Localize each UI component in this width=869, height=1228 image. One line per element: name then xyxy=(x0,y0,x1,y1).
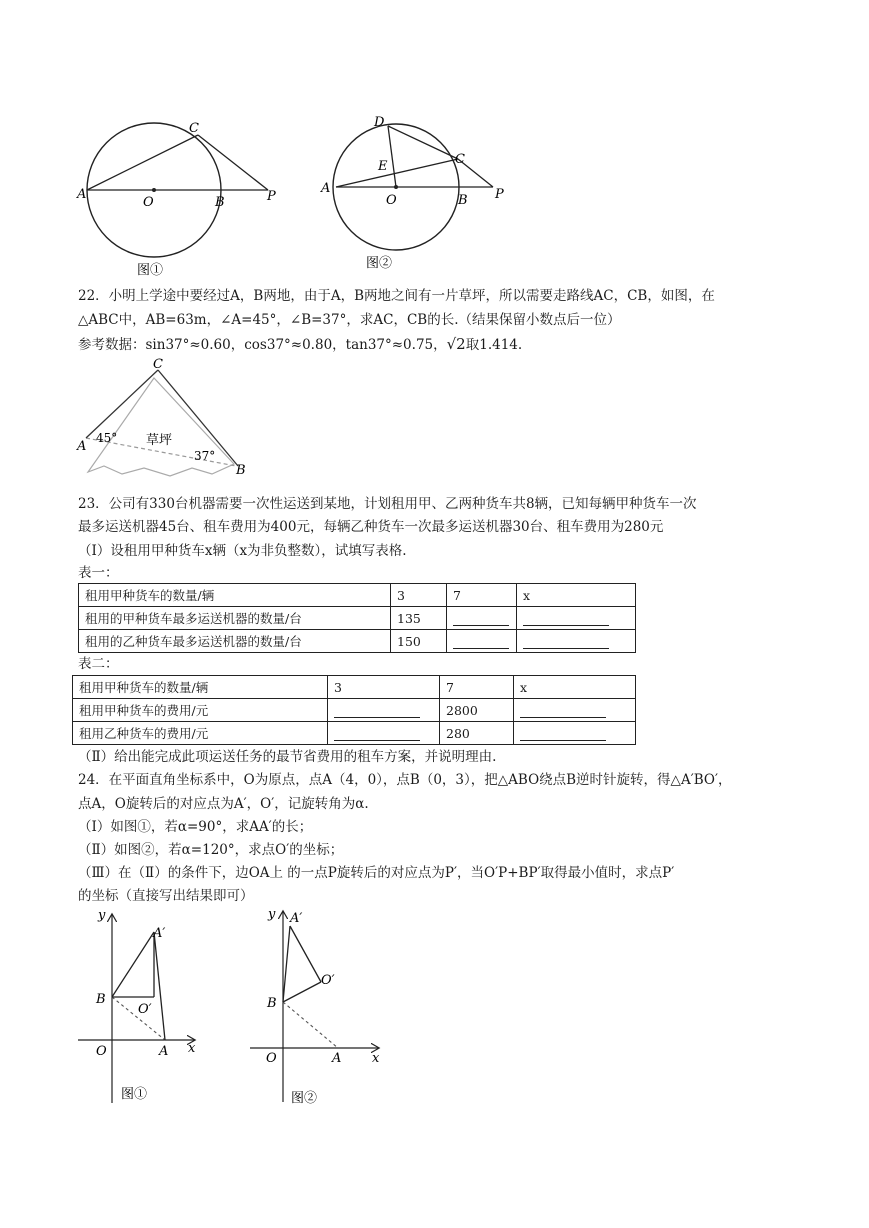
blank-cell[interactable] xyxy=(514,699,636,722)
label-C: C xyxy=(189,121,199,136)
answer-blank[interactable] xyxy=(523,613,609,626)
label-O: O xyxy=(143,195,154,210)
answer-blank[interactable] xyxy=(334,705,420,718)
q24-part-3b: 的坐标（直接写出结果即可） xyxy=(78,888,254,904)
row-label: 租用甲种货车的数量/辆 xyxy=(73,676,328,699)
label-B: B xyxy=(96,992,106,1007)
label-O-prime: O′ xyxy=(321,973,335,988)
q22-ref-prefix: 参考数据：sin37°≈0.60，cos37°≈0.80，tan37°≈0.75， xyxy=(78,337,447,353)
answer-blank[interactable] xyxy=(523,636,609,649)
label-O: O xyxy=(386,193,397,208)
sqrt-two: √2 xyxy=(446,335,466,353)
label-A: A xyxy=(77,439,87,454)
lawn-label: 草坪 xyxy=(146,433,173,448)
q24-part-2: （Ⅱ）如图②，若α=120°，求点O′的坐标； xyxy=(78,842,344,858)
label-D: D xyxy=(374,115,385,130)
angle-a-label: 45° xyxy=(96,431,118,445)
y-axis-label: y xyxy=(98,908,106,923)
table-row xyxy=(79,584,636,607)
row-label: 租用的乙种货车最多运送机器的数量/台 xyxy=(79,630,391,653)
figure-caption: 图① xyxy=(137,263,164,278)
figure-caption: 图② xyxy=(366,256,393,271)
q23-line-2: 最多运送机器45台、租车费用为400元，每辆乙种货车一次最多运送机器30台、租车费用为280元 xyxy=(78,519,664,535)
table-2 xyxy=(72,675,636,745)
table-1 xyxy=(78,583,636,653)
label-A: A xyxy=(321,181,331,196)
label-A-prime: A′ xyxy=(153,926,166,941)
table-row xyxy=(79,607,636,630)
q23-part-1: （Ⅰ）设租用甲种货车x辆（x为非负整数），试填写表格. xyxy=(78,543,407,559)
cell: 3 xyxy=(328,676,440,699)
label-P: P xyxy=(495,187,504,202)
q24-line-2: 点A，O旋转后的对应点为A′，O′，记旋转角为α. xyxy=(78,796,369,812)
label-O: O xyxy=(266,1051,277,1066)
q24-line-1: 24．在平面直角坐标系中，O为原点，点A（4，0），点B（0，3），把△ABO绕点B逆时针旋转，得△A′BO′， xyxy=(78,772,732,788)
label-P: P xyxy=(267,189,276,204)
q22-reference-data xyxy=(78,335,522,354)
answer-blank[interactable] xyxy=(520,728,606,741)
row-label: 租用乙种货车的费用/元 xyxy=(73,722,328,745)
label-B: B xyxy=(458,193,468,208)
row-label: 租用甲种货车的数量/辆 xyxy=(79,584,391,607)
blank-cell[interactable] xyxy=(514,722,636,745)
x-axis-label: x xyxy=(372,1051,380,1066)
answer-blank[interactable] xyxy=(453,613,509,626)
q24-part-3: （Ⅲ）在（Ⅱ）的条件下，边OA上 的一点P旋转后的对应点为P′，当O′P+BP′取得最小值时，求点P′ xyxy=(78,865,675,881)
blank-cell[interactable] xyxy=(328,699,440,722)
coordinate-figure-1 xyxy=(76,905,206,1110)
table-row xyxy=(73,722,636,745)
cell: 3 xyxy=(391,584,447,607)
row-label: 租用的甲种货车最多运送机器的数量/台 xyxy=(79,607,391,630)
circle-figure-2 xyxy=(318,110,518,275)
blank-cell[interactable] xyxy=(447,630,517,653)
blank-cell[interactable] xyxy=(328,722,440,745)
y-axis-label: y xyxy=(268,907,276,922)
cell: x xyxy=(517,584,636,607)
table1-title: 表一： xyxy=(78,565,119,581)
answer-blank[interactable] xyxy=(453,636,509,649)
blank-cell[interactable] xyxy=(517,630,636,653)
q23-part-2: （Ⅱ）给出能完成此项运送任务的最节省费用的租车方案，并说明理由. xyxy=(78,749,497,765)
cell: 2800 xyxy=(440,699,514,722)
answer-blank[interactable] xyxy=(334,728,420,741)
label-O: O xyxy=(96,1044,107,1059)
q22-ref-suffix: 取1.414. xyxy=(465,337,523,353)
x-axis-label: x xyxy=(188,1041,196,1056)
coordinate-figure-2 xyxy=(246,902,386,1110)
triangle-lawn-figure xyxy=(74,356,264,481)
cell: 135 xyxy=(391,607,447,630)
answer-blank[interactable] xyxy=(520,705,606,718)
q24-part-1: （Ⅰ）如图①，若α=90°，求AA′的长； xyxy=(78,819,313,835)
q22-line-1: 22．小明上学途中要经过A，B两地，由于A，B两地之间有一片草坪，所以需要走路线AC，CB，如图，在 xyxy=(78,288,715,304)
label-O-prime: O′ xyxy=(138,1002,152,1017)
angle-b-label: 37° xyxy=(194,449,216,463)
row-label: 租用甲种货车的费用/元 xyxy=(73,699,328,722)
cell: 7 xyxy=(440,676,514,699)
label-B: B xyxy=(236,463,246,478)
label-E: E xyxy=(378,159,388,174)
label-B: B xyxy=(215,195,225,210)
label-A: A xyxy=(332,1051,342,1066)
label-C: C xyxy=(455,152,465,167)
label-A-prime: A′ xyxy=(290,911,303,926)
label-B: B xyxy=(267,996,277,1011)
figure-caption: 图① xyxy=(121,1087,148,1102)
blank-cell[interactable] xyxy=(447,607,517,630)
table-row xyxy=(73,699,636,722)
figure-caption: 图② xyxy=(291,1091,318,1106)
label-A: A xyxy=(77,187,87,202)
label-A: A xyxy=(159,1044,169,1059)
q23-line-1: 23．公司有330台机器需要一次性运送到某地，计划租用甲、乙两种货车共8辆，已知每辆甲种货车一次 xyxy=(78,496,697,512)
label-C: C xyxy=(153,357,163,372)
blank-cell[interactable] xyxy=(517,607,636,630)
q22-line-2: △ABC中，AB=63m，∠A=45°，∠B=37°，求AC，CB的长.（结果保留小数点后一位） xyxy=(78,312,621,328)
table-row xyxy=(73,676,636,699)
circle-figure-1 xyxy=(75,118,290,280)
table2-title: 表二： xyxy=(78,656,119,672)
cell: 150 xyxy=(391,630,447,653)
cell: 7 xyxy=(447,584,517,607)
cell: x xyxy=(514,676,636,699)
cell: 280 xyxy=(440,722,514,745)
table-row xyxy=(79,630,636,653)
